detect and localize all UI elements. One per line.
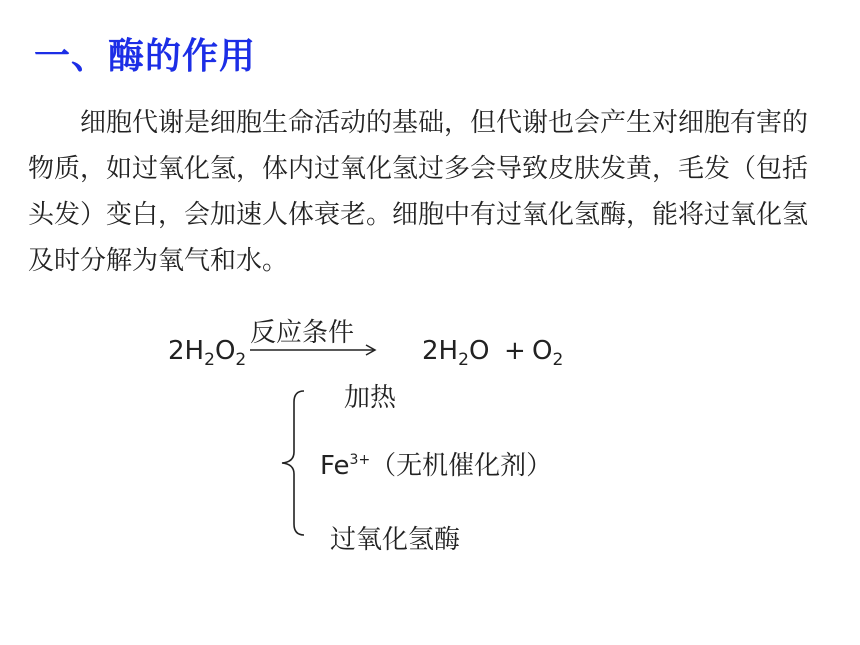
- plus-sign: +: [504, 336, 526, 366]
- page-title: 一、酶的作用: [34, 36, 257, 77]
- condition-enzyme: 过氧化氢酶: [330, 525, 461, 555]
- intro-paragraph: 细胞代谢是细胞生命活动的基础，但代谢也会产生对细胞有害的物质，如过氧化氢，体内过氧化氢过多会导致皮肤发黄，毛发（包括头发）变白，会加速人体衰老。细胞中有过氧化氢酶，能将过氧化氢及时分解为氧气和水。: [28, 108, 809, 276]
- condition-heat: 加热: [344, 383, 397, 413]
- product-oxygen: $O_2$: [532, 336, 564, 370]
- reaction-condition-label: 反应条件: [250, 318, 355, 348]
- condition-fe-catalyst: $Fe^{3+}$（无机催化剂）: [320, 451, 553, 481]
- product-water: $2H_2O$: [422, 336, 490, 370]
- reactant-formula: $2H_2O_2$: [168, 336, 247, 370]
- condition-brace: [278, 388, 308, 540]
- reaction-arrow: [250, 343, 382, 357]
